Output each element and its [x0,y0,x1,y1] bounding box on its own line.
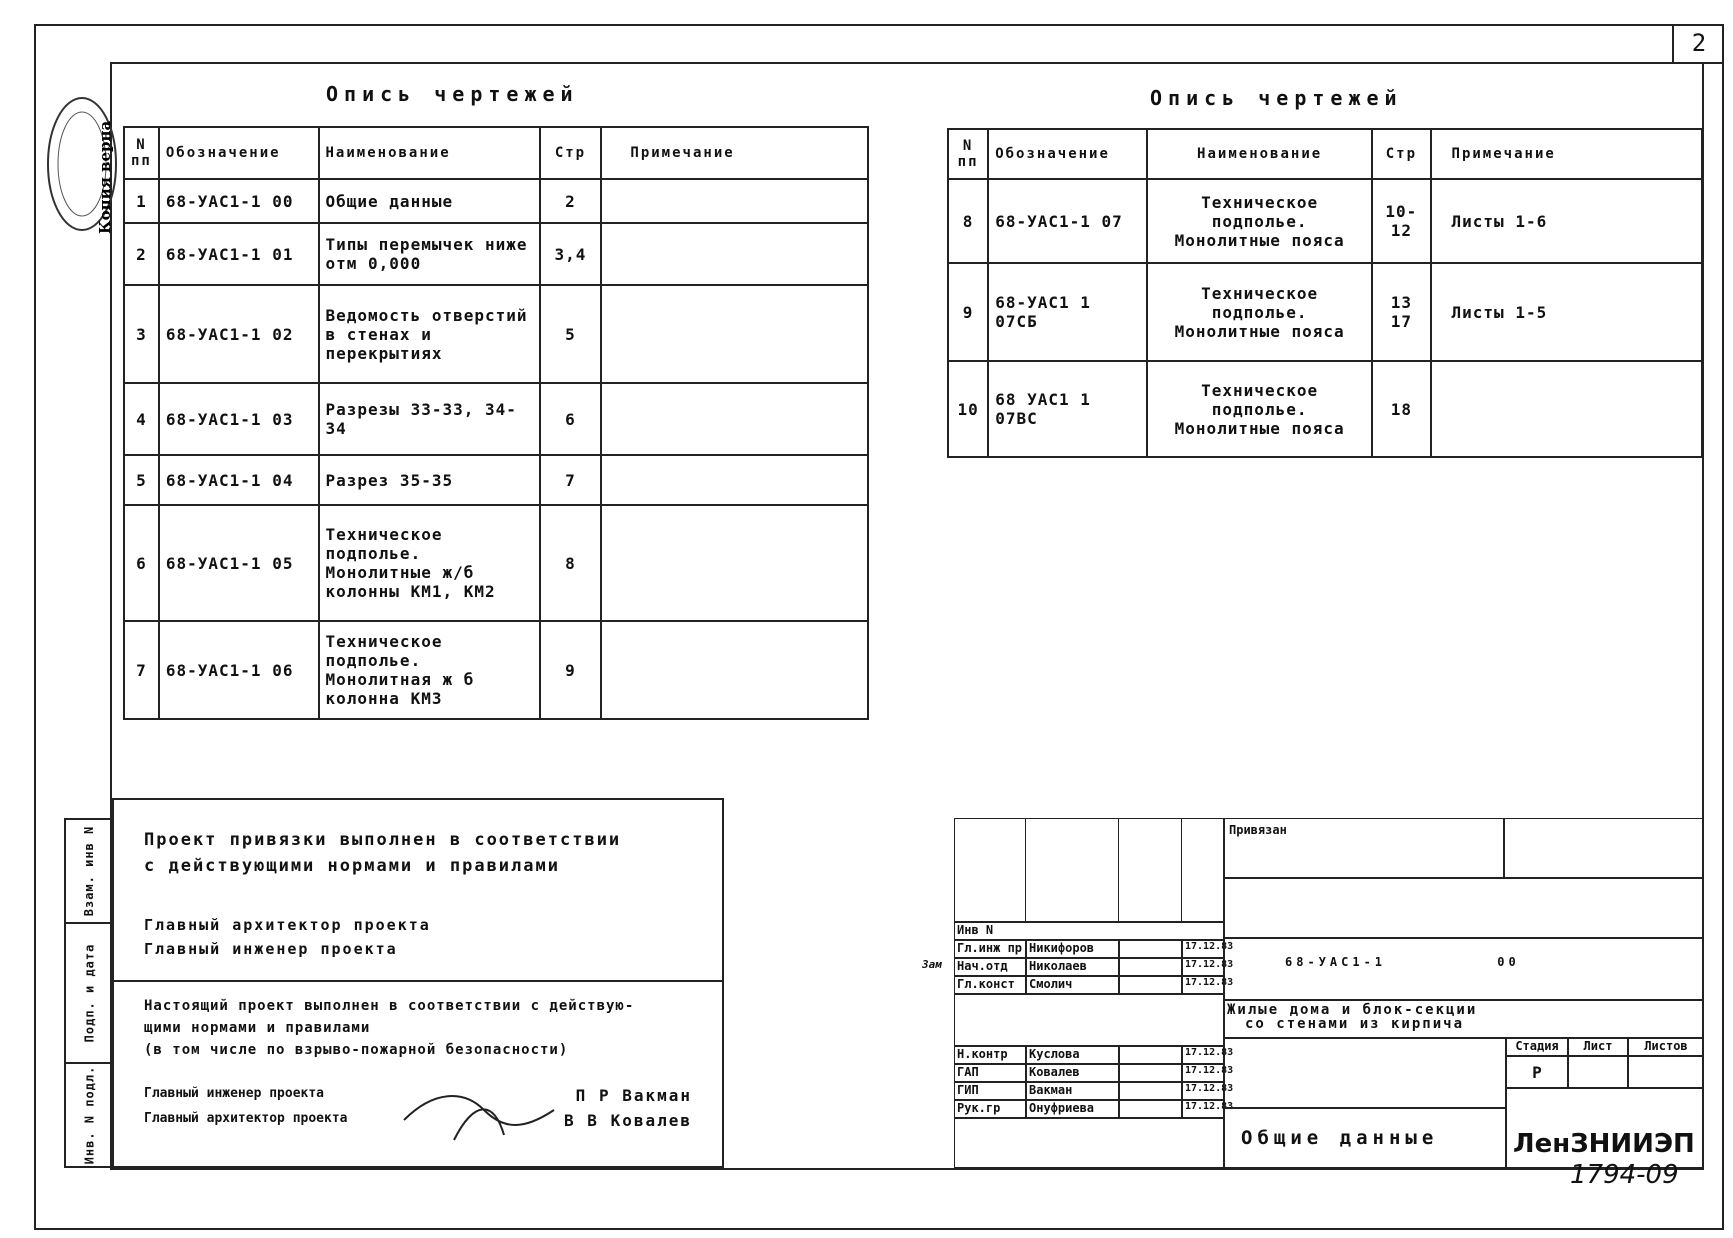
table-row: 3 68-УАС1-1 02 Ведомость отверстий в стенах и перекрытиях 5 [124,285,868,383]
stage-header: Стадия [1506,1038,1568,1056]
table-header-row [948,129,1702,179]
signer-role: Главный инженер проекта [144,1086,325,1101]
col-header: Обозначение [159,127,319,179]
drawing-code: 68-УАС1-1 [1285,955,1387,969]
document-number: 1794-09 [1570,1160,1679,1190]
col-header: N пп [124,127,159,179]
bound-label: Привязан [1224,818,1504,878]
sheet-number: 2 [1672,24,1724,64]
col-header: Примечание [1431,129,1702,179]
note-line: щими нормами и правилами [144,1020,371,1036]
notes-box [112,798,724,1168]
table-row: 4 68-УАС1-1 03 Разрезы 33-33, 34-34 6 [124,383,868,455]
strip-label: Взам. инв N [82,825,97,917]
left-table-title: Опись чертежей [326,82,579,106]
col-header: Наименование [1147,129,1372,179]
side-mark: Зам [922,958,942,971]
table-row: 5 68-УАС1-1 04 Разрез 35-35 7 [124,455,868,505]
col-header: Стр [540,127,602,179]
object-line: со стенами из кирпича [1245,1016,1465,1032]
col-header: Примечание [601,127,868,179]
note-line: Главный инженер проекта [144,940,398,958]
col-header: Обозначение [988,129,1147,179]
table-row: 1 68-УАС1-1 00 Общие данные 2 [124,179,868,223]
table-row: 2 68-УАС1-1 01 Типы перемычек ниже отм 0,000 3,4 [124,223,868,285]
note-line: Настоящий проект выполнен в соответствии с действую- [144,998,635,1014]
col-header: Наименование [319,127,540,179]
object-line: Жилые дома и блок-секции [1227,1002,1478,1018]
drawing-code-suffix: 00 [1497,955,1520,969]
note-line: Главный архитектор проекта [144,916,431,934]
signer-name: П Р Вакман [575,1086,692,1105]
signer-role: Главный архитектор проекта [144,1111,348,1126]
table-row: 7 68-УАС1-1 06 Техническое подполье. Монолитная ж б колонна КМ3 9 [124,621,868,719]
organization: ЛенЗНИИЭП [1506,1088,1704,1168]
title-block: Инв N Гл.инж пр Никифоров 17.12.83 Нач.отд Николаев 17.12.83 Гл.конст Смолич 17.12.83 Н.контр Куслова 17.12.83 ГАП Ковалев 17.12.83 ГИП Вакман 17.12.83 Рук.гр Онуфриева 17.12.83 Зам Привязан 68-УАС1-1 00 Жилые дома и блок-секции со стенами из кирпича Стадия Лист Листов Р Общие данные ЛенЗНИИЭП [954,818,1704,1168]
signer-name: В В Ковалев [564,1111,692,1130]
table-header-row [124,127,868,179]
left-strip [64,818,114,1168]
col-header: N пп [948,129,988,179]
strip-label: Инв. N подл. [82,1065,97,1165]
table-row: 9 68-УАС1 1 07СБ Техническое подполье. Монолитные пояса 13 17 Листы 1-5 [948,263,1702,361]
sheets-header: Листов [1628,1038,1704,1056]
strip-label: Подп. и дата [82,943,97,1043]
table-row: 10 68 УАС1 1 07ВС Техническое подполье. Монолитные пояса 18 [948,361,1702,457]
left-drawings-table [123,126,869,720]
sheet-header: Лист [1568,1038,1628,1056]
note-line: (в том числе по взрыво-пожарной безопасности) [144,1042,569,1058]
col-header: Стр [1372,129,1430,179]
right-drawings-table [947,128,1703,458]
copy-stamp-icon [24,84,114,244]
stamp-text: Копия верна [96,120,114,234]
note-line: Проект привязки выполнен в соответствии [144,830,622,850]
table-row: 6 68-УАС1-1 05 Техническое подполье. Монолитные ж/б колонны КМ1, КМ2 8 [124,505,868,621]
sheet-title: Общие данные [1224,1108,1506,1168]
right-table-title: Опись чертежей [1150,86,1403,110]
stage-value: Р [1506,1056,1568,1088]
note-line: с действующими нормами и правилами [144,856,560,876]
signature-icon [394,1080,564,1150]
table-row: 8 68-УАС1-1 07 Техническое подполье. Монолитные пояса 10-12 Листы 1-6 [948,179,1702,263]
inv-label: Инв N [954,922,1224,940]
